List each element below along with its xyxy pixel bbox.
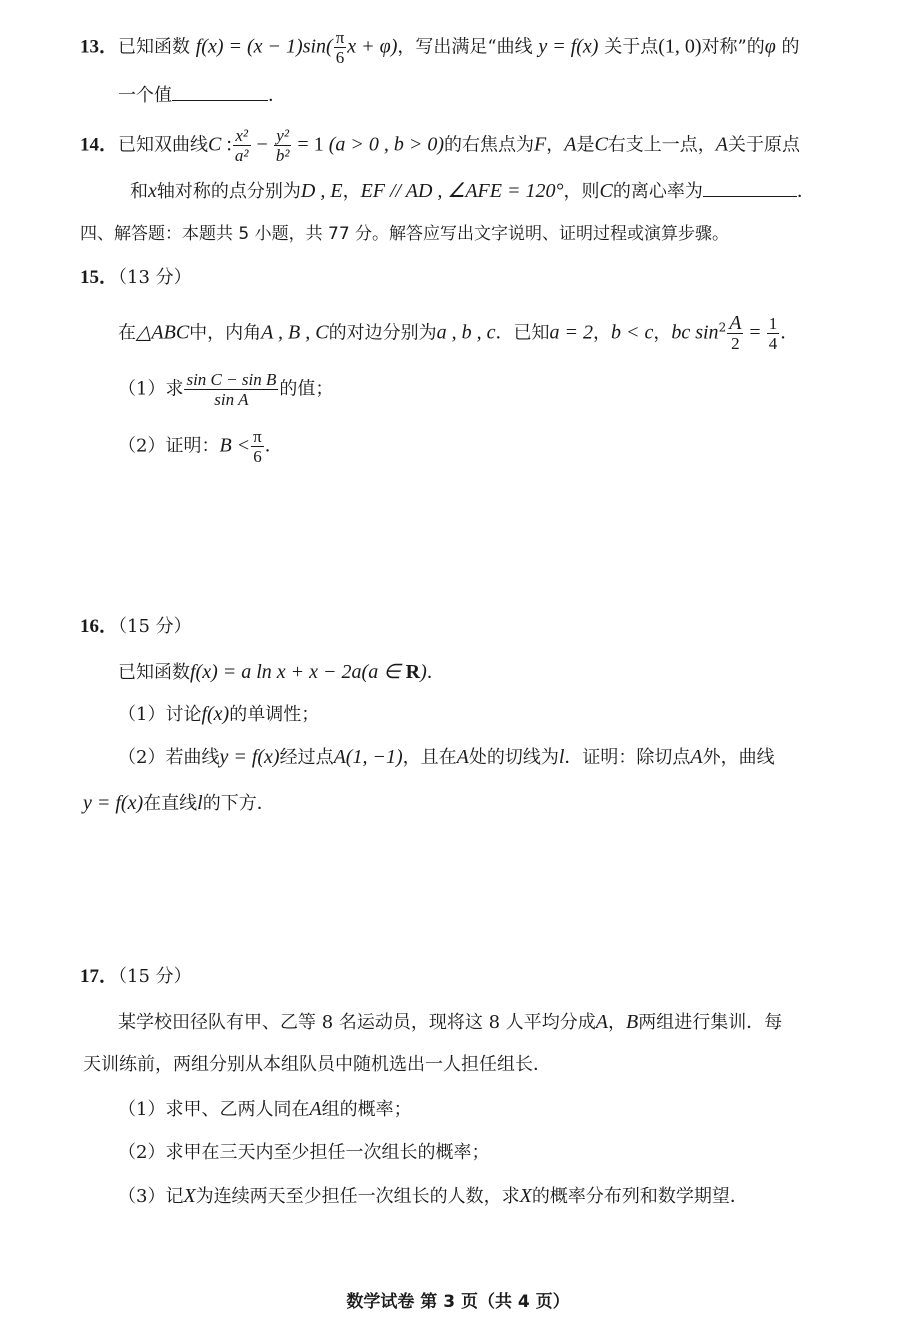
math: f(x) = (x − 1)sin(	[195, 35, 333, 58]
fraction: $\frac{\pi}{6}$	[335, 28, 345, 67]
q14-line1: 14．已知双曲线C : $\frac{\text{x²}}{\text{a²}}$ − $\frac{\text{y²}}{\text{b²}}$ = 1 (a > 0 , b > 0)的右焦点为F，A是C右支上一点，A关于原点	[80, 126, 801, 165]
fraction: $\frac{\pi}{6}$	[253, 427, 262, 466]
q13-line1: 13．已知函数 f(x) = (x − 1)sin( $\frac{\pi}{6}$ x + φ)，写出满足“曲线 y = f(x) 关于点(1, 0)对称”的φ 的	[80, 28, 800, 67]
fraction: $\frac{1}{4}$	[768, 314, 778, 353]
q16-part2: （2）若曲线y = f(x)经过点A(1, −1)，且在A处的切线为l．证明：除切点A外，曲线	[118, 746, 775, 768]
fraction: $\frac{\text{sin C − sin B}}{\text{sin A}}$	[186, 370, 277, 409]
fraction: $\frac{A}{2}$	[729, 312, 742, 353]
answer-blank	[172, 80, 268, 101]
question-number: 13．	[80, 36, 119, 58]
page-footer: 数学试卷 第 3 页（共 4 页）	[346, 1292, 570, 1312]
q15-header	[80, 265, 192, 291]
q17-part3: （3）记X为连续两天至少担任一次组长的人数，求X的概率分布列和数学期望．	[118, 1185, 748, 1207]
score: （13 分）	[118, 267, 192, 288]
question-number: 14．	[80, 134, 119, 156]
q15-stem: 在△ABC中，内角A , B , C的对边分别为a , b , c．已知a = 2，b < c，bc $\sin^2$ $\frac{A}{2}$ = $\frac{1}{4}$ ．	[118, 312, 799, 353]
q17-part2: （2）求甲在三天内至少担任一次组长的概率；	[118, 1142, 490, 1163]
q16-part2-line2: y = f(x)在直线l的下方．	[83, 792, 275, 814]
answer-blank	[703, 176, 797, 197]
q16-part1: （1）讨论f(x)的单调性；	[118, 703, 320, 725]
q17-part1: （1）求甲、乙两人同在A组的概率；	[118, 1098, 412, 1120]
section-heading: 四、解答题：本题共 5 小题，共 77 分。解答应写出文字说明、证明过程或演算步骤。	[80, 224, 730, 244]
q13-line2: 一个值 ．	[118, 80, 286, 109]
question-number: 17．	[80, 966, 119, 987]
q15-part1: （1）求 $\frac{\text{sin C − sin B}}{\text{sin A}}$ 的值；	[118, 370, 334, 409]
fraction: $\frac{\text{x²}}{\text{a²}}$	[234, 126, 249, 165]
q16-stem: 已知函数f(x) = a ln x + x − 2a(a ∈ R)．	[118, 661, 445, 683]
score: （15 分）	[118, 616, 192, 637]
q16-header	[80, 614, 192, 640]
q17-stem-line2: 天训练前，两组分别从本组队员中随机选出一人担任组长．	[83, 1054, 551, 1075]
q14-line2: 和x轴对称的点分别为D , E，EF // AD , ∠AFE = 120°，则C的离心率为 ．	[130, 176, 815, 205]
q17-stem: 某学校田径队有甲、乙等 8 名运动员，现将这 8 人平均分成A，B两组进行集训．每	[118, 1011, 783, 1033]
q15-part2: （2）证明：B < $\frac{\pi}{6}$ ．	[118, 427, 283, 466]
score: （15 分）	[118, 966, 192, 987]
q17-header	[80, 964, 192, 990]
fraction: $\frac{\text{y²}}{\text{b²}}$	[275, 126, 290, 165]
question-number: 15．	[80, 267, 119, 288]
question-number: 16．	[80, 616, 119, 637]
